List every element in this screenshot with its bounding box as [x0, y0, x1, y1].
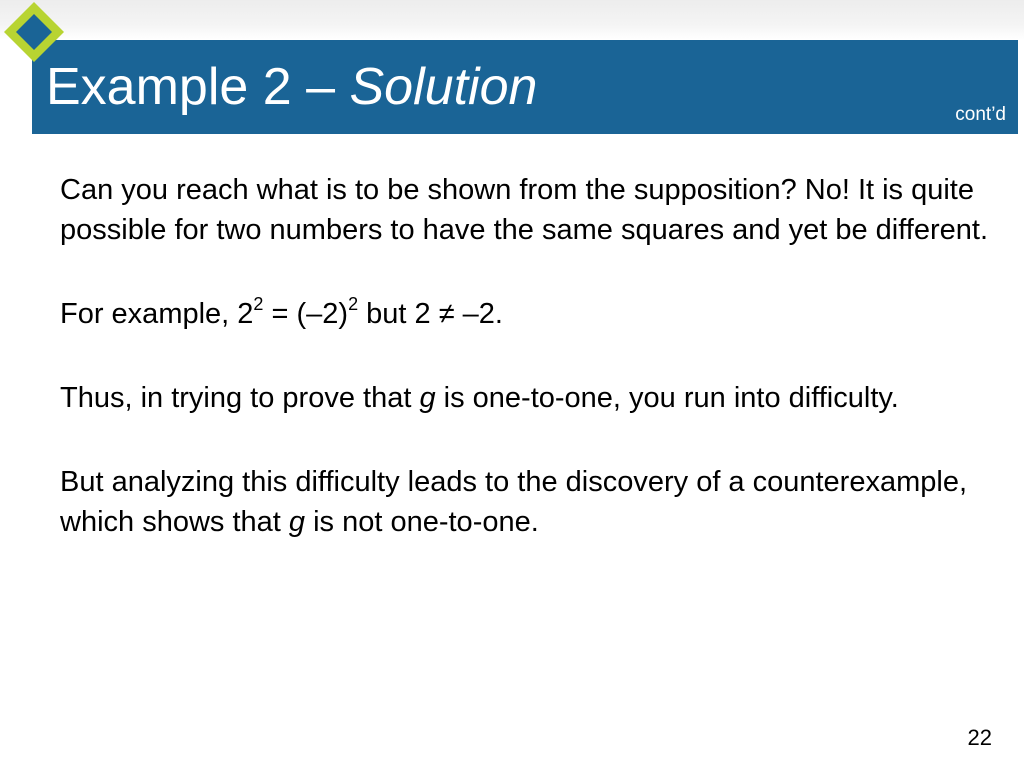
exponent-2: 2	[348, 294, 359, 315]
top-gradient-band	[0, 0, 1024, 40]
exponent-1: 2	[253, 294, 264, 315]
difficulty-text-b: is one-to-one, you run into difficulty.	[435, 382, 899, 414]
function-g: g	[419, 382, 436, 414]
counterexample-text-a: But analyzing this difficulty leads to the discovery of a counterexample, which shows that	[60, 466, 968, 538]
page-number: 22	[967, 725, 992, 750]
paragraph-counterexample	[60, 462, 990, 542]
title-plain-text: Example 2 –	[46, 58, 350, 116]
paragraph-example	[60, 294, 990, 334]
counterexample-text-b: is not one-to-one.	[305, 506, 539, 538]
paragraph-difficulty	[60, 378, 990, 418]
paragraph-supposition: Can you reach what is to be shown from the supposition? No! It is quite possible for two numbers to have the same squares and yet be different.	[60, 174, 988, 246]
slide-body	[60, 170, 990, 586]
example-text-c: but 2 ≠ –2.	[358, 298, 503, 330]
title-italic-text: Solution	[349, 58, 538, 116]
example-text-a: For example, 2	[60, 298, 254, 330]
function-g: g	[288, 506, 306, 538]
slide-title	[46, 52, 537, 122]
example-text-b: = (–2)	[263, 298, 349, 330]
continued-label: cont’d	[955, 104, 1006, 125]
difficulty-text-a: Thus, in trying to prove that	[60, 382, 420, 414]
